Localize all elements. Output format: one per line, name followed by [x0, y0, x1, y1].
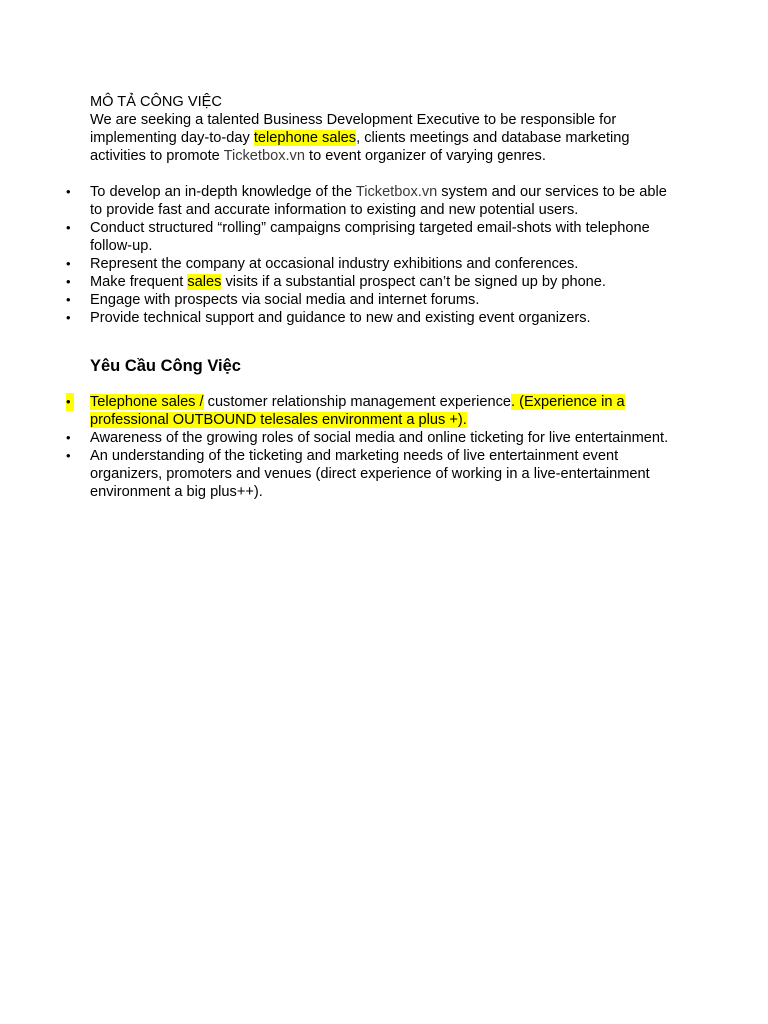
- highlight-telephone-sales: telephone sales: [253, 130, 357, 146]
- list-item: • Represent the company at occasional industry exhibitions and conferences.: [66, 256, 579, 272]
- document-body: [66, 93, 680, 501]
- list-item: • An understanding of the ticketing and marketing needs of live entertainment event organizers, promoters and venues (direct experience of working in a live-entertainment environment a big plus++).: [66, 448, 650, 500]
- bullet-icon: •: [66, 274, 71, 289]
- list-item: • Telephone sales / customer relationship management experience. (Experience in a professional OUTBOUND telesales environment a plus +).: [66, 394, 625, 428]
- highlight-telephone-sales: Telephone sales /: [90, 394, 204, 410]
- ticketbox-link[interactable]: Ticketbox.vn: [223, 148, 305, 164]
- job-description-heading: MÔ TẢ CÔNG VIỆC: [90, 94, 222, 110]
- highlight-sales: sales: [187, 274, 222, 290]
- bullet-icon: •: [66, 448, 71, 463]
- spacer: [90, 165, 680, 183]
- spacer: [90, 377, 680, 393]
- list-item: • Provide technical support and guidance to new and existing event organizers.: [66, 310, 591, 326]
- bullet-icon: •: [66, 292, 71, 307]
- job-requirements-heading: Yêu Cầu Công Việc: [90, 357, 241, 375]
- bullet-icon: •: [66, 184, 71, 199]
- list-item: • To develop an in-depth knowledge of the Ticketbox.vn system and our services to be able to provide fast and accurate information to existing and new potential users.: [66, 184, 667, 218]
- job-requirements-list: [66, 393, 680, 501]
- ticketbox-link[interactable]: Ticketbox.vn: [355, 184, 438, 200]
- bullet-icon: •: [66, 220, 71, 235]
- list-item: • Make frequent sales visits if a substantial prospect can’t be signed up by phone.: [66, 274, 606, 290]
- bullet-icon: •: [66, 310, 71, 325]
- bullet-icon: •: [66, 393, 74, 411]
- list-item: • Awareness of the growing roles of social media and online ticketing for live entertainment.: [66, 430, 669, 446]
- job-description-intro: We are seeking a talented Business Development Executive to be responsible for implementing day-to-day telephone sales, clients meetings and database marketing activities to promote Ticketbox.vn to event organizer of varying genres.: [90, 112, 630, 164]
- list-item: • Engage with prospects via social media and internet forums.: [66, 292, 480, 308]
- bullet-icon: •: [66, 430, 71, 445]
- job-description-list: [66, 183, 680, 327]
- highlight-outbound-telesales: . (Experience in a professional OUTBOUND telesales environment a plus +).: [90, 394, 625, 428]
- bullet-icon: •: [66, 256, 71, 271]
- list-item: • Conduct structured “rolling” campaigns comprising targeted email-shots with telephone follow-up.: [66, 220, 650, 254]
